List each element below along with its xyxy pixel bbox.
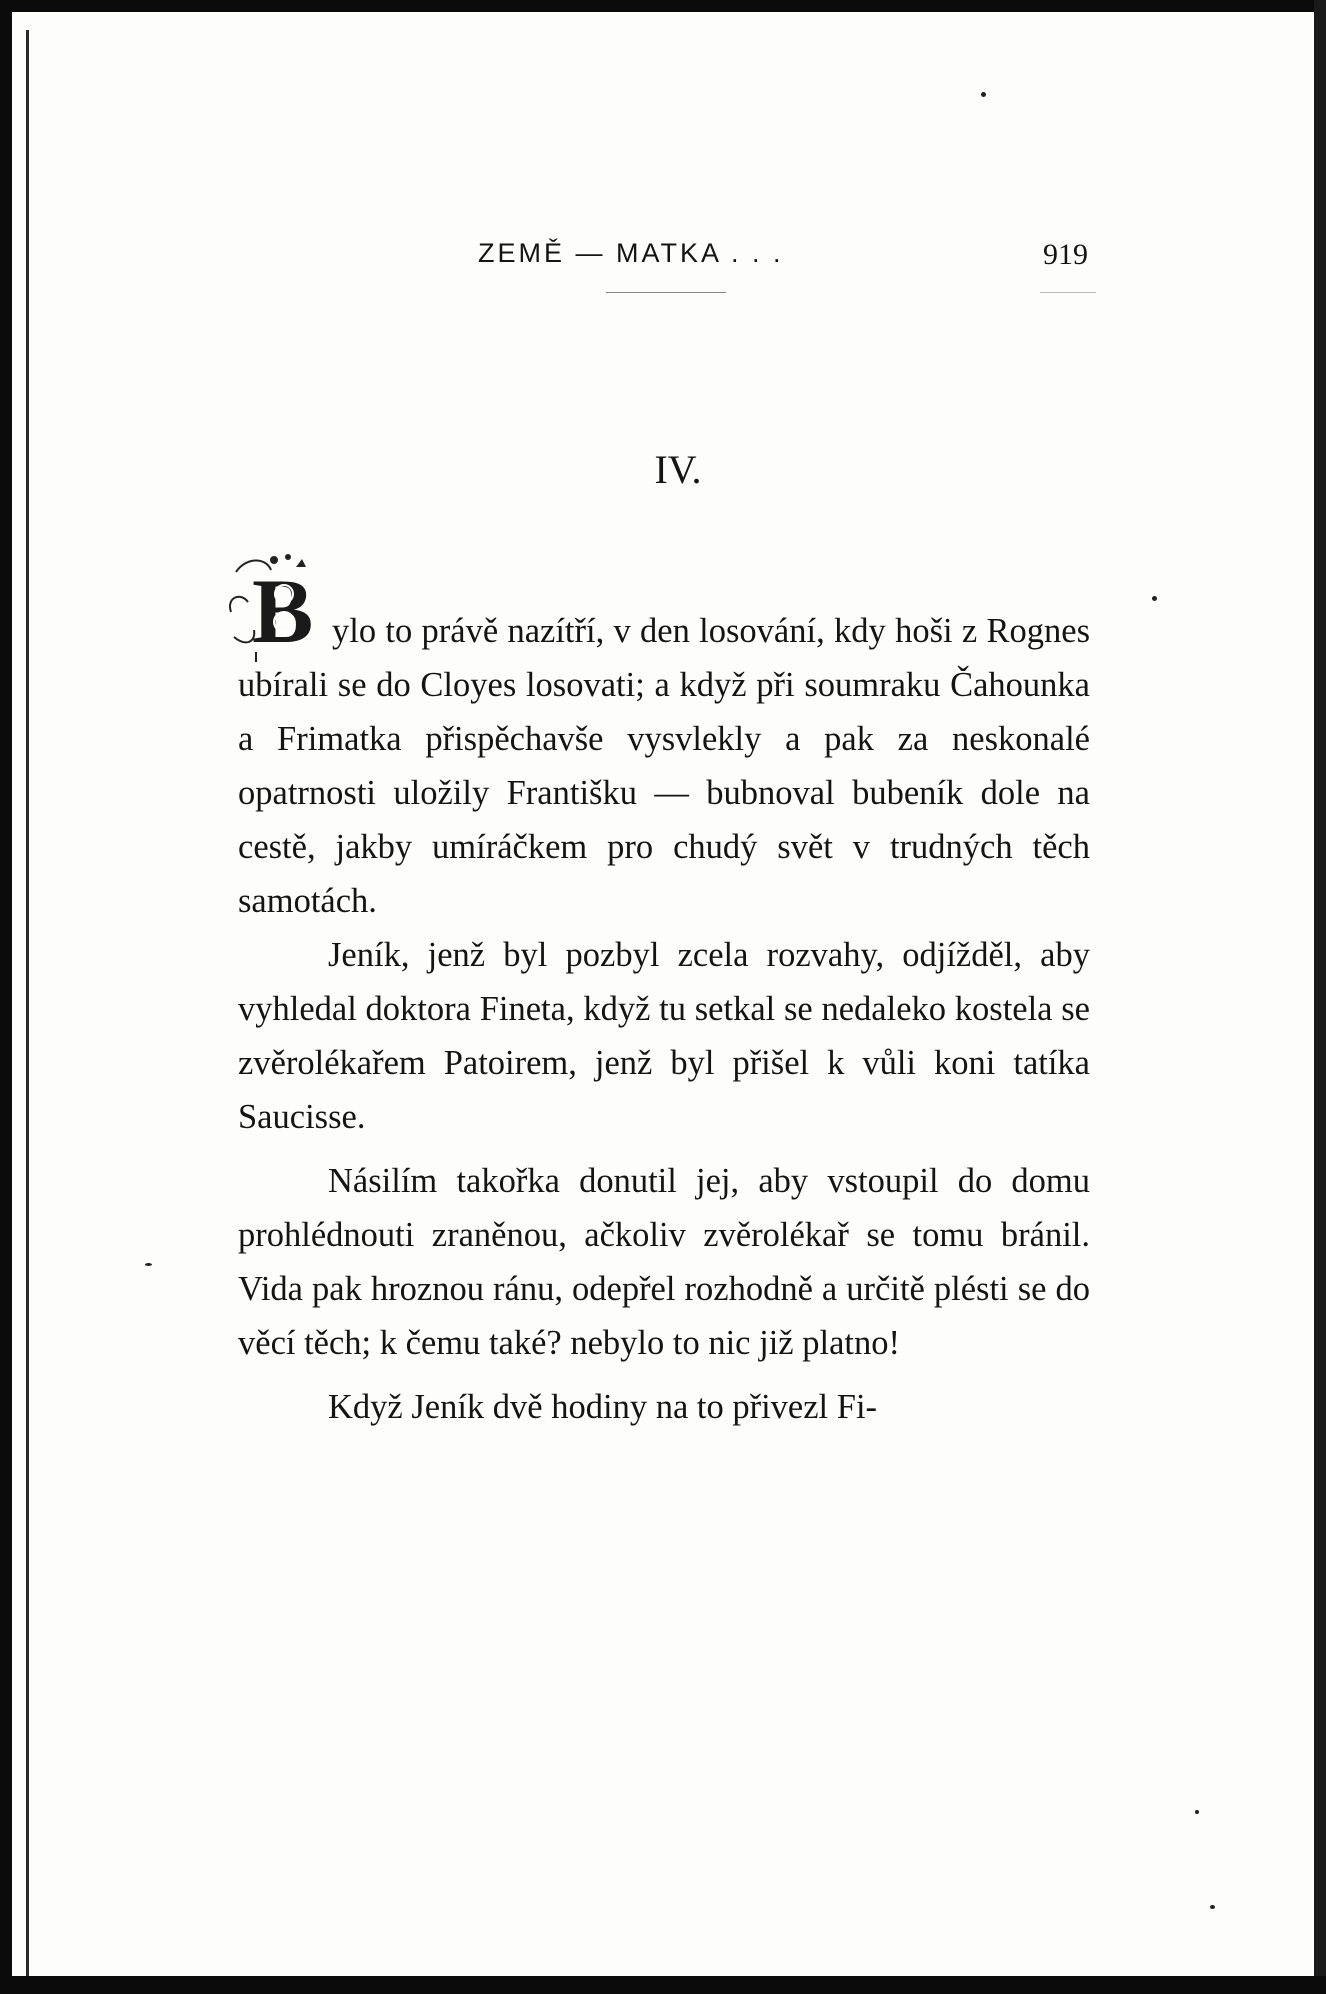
scan-speck [1195, 1810, 1199, 1814]
scan-border-right [1314, 0, 1326, 1994]
scan-speck [1210, 1905, 1215, 1909]
paragraph-1 [238, 560, 1090, 928]
scan-border-left [0, 0, 12, 1994]
running-title: ZEMĚ — MATKA . . . [478, 238, 784, 268]
scan-speck [981, 92, 986, 97]
paragraph-2: Jeník, jenž byl pozbyl zcela rozvahy, odjížděl, aby vyhledal doktora Fineta, když tu setkal se nedaleko kostela se zvěrolékařem Patoirem, jenž byl přišel k vůli koni tatíka Saucisse. [238, 936, 1090, 1136]
scan-speck [1152, 596, 1157, 601]
scan-border-top [0, 0, 1326, 12]
scan-border-bottom [0, 1976, 1326, 1994]
chapter-heading: IV. [654, 447, 702, 492]
scan-speck [145, 1263, 152, 1266]
body-text [238, 560, 1090, 1434]
running-header [478, 238, 1098, 278]
paragraph-4: Když Jeník dvě hodiny na to přivezl Fi- [328, 1388, 878, 1426]
header-rule-right [1040, 292, 1096, 293]
paragraph-3: Násilím takořka donutil jej, aby vstoupil do domu prohlédnouti zraněnou, ačkoliv zvěrolékař se tomu bránil. Vida pak hroznou ránu, odepřel rozhodně a určitě plésti se do věcí těch; k čemu také? nebylo to nic již platno! [238, 1162, 1090, 1362]
paragraph-1-text: ylo to právě nazítří, v den losování, kdy hoši z Rognes ubírali se do Cloyes losovati; a když při soumraku Čahounka a Frimatka přispěchavše vysvlekly a pak za neskonalé opatrnosti uložily Františku — bubnoval bubeník dole na cestě, jakby umíráčkem pro chudý svět v trudných těch samotách. [238, 612, 1090, 920]
ornamental-initial-b [226, 552, 326, 662]
page-edge-line [26, 30, 29, 1980]
dropcap-letter: B [252, 560, 314, 662]
header-rule [606, 292, 726, 293]
page-number: 919 [1043, 238, 1088, 271]
